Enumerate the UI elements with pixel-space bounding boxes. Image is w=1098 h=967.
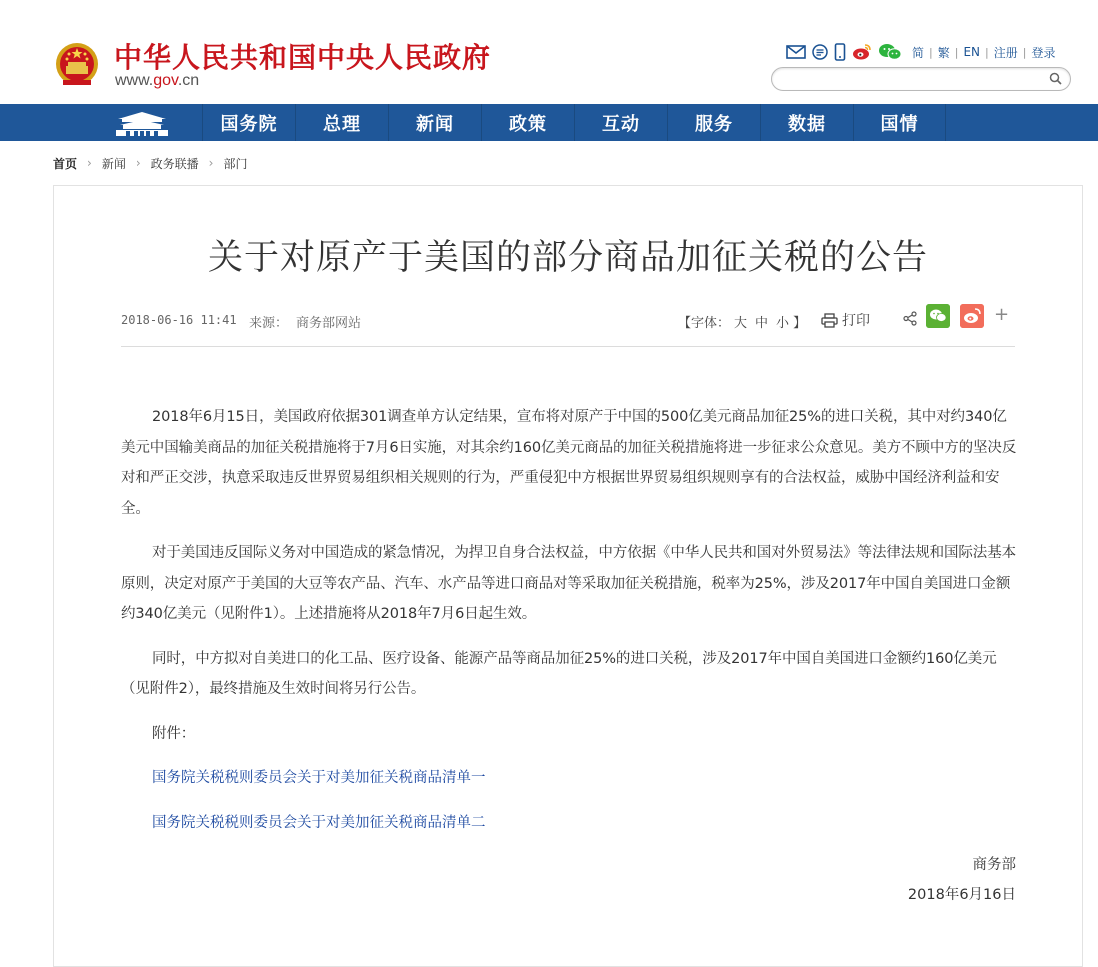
chevron-right-icon: › bbox=[135, 156, 141, 170]
article-card bbox=[53, 185, 1083, 967]
breadcrumb-news[interactable]: 新闻 bbox=[101, 156, 126, 171]
print-button[interactable] bbox=[821, 310, 870, 330]
attachment-label: 附件： bbox=[152, 725, 196, 742]
wechat-icon[interactable] bbox=[878, 43, 902, 61]
chevron-right-icon: › bbox=[87, 156, 92, 170]
tiananmen-icon[interactable] bbox=[112, 108, 172, 138]
breadcrumb-departments[interactable]: 部门 bbox=[223, 156, 248, 171]
signature-org: 商务部 bbox=[972, 857, 1016, 873]
article-paragraph: 2018年6月15日，美国政府依据301调查单方认定结果，宣布将对原产于中国的500亿美元商品加征25%的进口关税，其中对约340亿美元中国输美商品的加征关税措施将于7月6日实施，对其余约160亿美元商品的加征关税措施将进一步征求公众意见。美方不顾中方的坚决反对和严正交涉，执意采取违反世界贸易组织相关规则的行为，严重侵犯中方根据世界贸易组织规则享有的合法权益，威胁中国经济利益和安全。 bbox=[121, 409, 1017, 517]
weibo-share-icon[interactable] bbox=[960, 304, 984, 328]
printer-icon bbox=[821, 313, 838, 328]
nav-item-national-profile[interactable]: 国情 bbox=[853, 104, 946, 141]
nav-item-premier[interactable]: 总理 bbox=[295, 104, 388, 141]
link-separator: | bbox=[954, 45, 959, 59]
mail-icon[interactable] bbox=[786, 44, 806, 60]
search-icon[interactable] bbox=[1049, 72, 1062, 85]
share-icon[interactable] bbox=[903, 311, 917, 326]
wechat-share-icon[interactable] bbox=[926, 304, 950, 328]
breadcrumb-government-affairs[interactable]: 政务联播 bbox=[150, 156, 199, 171]
link-separator: | bbox=[1022, 45, 1027, 59]
nav-item-interaction[interactable]: 互动 bbox=[574, 104, 667, 141]
search-input[interactable] bbox=[784, 70, 1038, 88]
link-login[interactable]: 登录 bbox=[1031, 45, 1056, 60]
link-simplified[interactable]: 简 bbox=[912, 45, 925, 60]
nav-list bbox=[202, 104, 946, 141]
article-meta bbox=[121, 304, 1015, 332]
mobile-icon[interactable] bbox=[834, 43, 846, 61]
font-size-close: 】 bbox=[793, 316, 807, 331]
site-url[interactable] bbox=[115, 72, 199, 90]
publish-date: 2018-06-16 11:41 bbox=[121, 313, 237, 327]
attachment-link-1[interactable]: 国务院关税税则委员会关于对美加征关税商品清单一 bbox=[152, 770, 486, 786]
breadcrumb-home[interactable]: 首页 bbox=[53, 156, 78, 171]
signature-date: 2018年6月16日 bbox=[907, 887, 1016, 903]
link-register[interactable]: 注册 bbox=[993, 45, 1018, 60]
search-box bbox=[771, 67, 1071, 91]
link-separator: | bbox=[985, 45, 989, 59]
nav-item-state-council[interactable]: 国务院 bbox=[202, 104, 295, 141]
site-url-suffix: .cn bbox=[177, 72, 200, 89]
article-title: 关于对原产于美国的部分商品加征关税的公告 bbox=[207, 238, 928, 278]
main-nav bbox=[0, 104, 1098, 141]
site-url-prefix: www. bbox=[115, 72, 154, 89]
nav-item-news[interactable]: 新闻 bbox=[388, 104, 481, 141]
link-english[interactable]: EN bbox=[963, 45, 981, 59]
national-emblem-icon[interactable] bbox=[54, 40, 100, 88]
meta-divider bbox=[121, 346, 1015, 347]
source-label: 来源： bbox=[249, 316, 289, 331]
print-label: 打印 bbox=[842, 313, 870, 329]
article-signature bbox=[908, 850, 1016, 910]
link-separator: | bbox=[929, 45, 933, 59]
article-paragraph: 同时，中方拟对自美进口的化工品、医疗设备、能源产品等商品加征25%的进口关税，涉及2017年中国自美国进口金额约160亿美元（见附件2），最终措施及生效时间将另行公告。 bbox=[121, 650, 997, 697]
message-icon[interactable] bbox=[812, 44, 828, 60]
article-body bbox=[121, 402, 1019, 852]
nav-item-services[interactable]: 服务 bbox=[667, 104, 760, 141]
nav-item-policies[interactable]: 政策 bbox=[481, 104, 574, 141]
weibo-icon[interactable] bbox=[852, 43, 872, 61]
header-tools bbox=[786, 42, 1056, 62]
article-source bbox=[249, 312, 361, 331]
attachment-link-2[interactable]: 国务院关税税则委员会关于对美加征关税商品清单二 bbox=[152, 814, 486, 831]
breadcrumb bbox=[53, 154, 248, 172]
font-size-medium[interactable]: 中 bbox=[755, 316, 769, 331]
font-size-open: 【字体： bbox=[678, 316, 731, 331]
site-title[interactable]: 中华人民共和国中央人民政府 bbox=[114, 41, 492, 74]
site-header bbox=[0, 0, 1098, 104]
link-traditional[interactable]: 繁 bbox=[937, 45, 950, 60]
font-size-small[interactable]: 小 bbox=[776, 316, 790, 331]
site-url-domain: gov bbox=[153, 72, 178, 89]
article-paragraph: 对于美国违反国际义务对中国造成的紧急情况，为捍卫自身合法权益，中方依据《中华人民共和国对外贸易法》等法律法规和国际法基本原则，决定对原产于美国的大豆等农产品、汽车、水产品等进口商品对等采取加征关税措施，税率为25%，涉及2017年中国自美国进口金额约340亿美元（见附件1）。上述措施将从2018年7月6日起生效。 bbox=[121, 545, 1016, 622]
nav-item-data[interactable]: 数据 bbox=[760, 104, 853, 141]
top-links bbox=[912, 44, 1056, 61]
font-size-switcher bbox=[678, 312, 806, 331]
more-share-icon[interactable]: + bbox=[994, 304, 1010, 325]
chevron-right-icon: › bbox=[208, 156, 214, 170]
font-size-large[interactable]: 大 bbox=[734, 316, 748, 331]
source-name: 商务部网站 bbox=[296, 316, 362, 331]
